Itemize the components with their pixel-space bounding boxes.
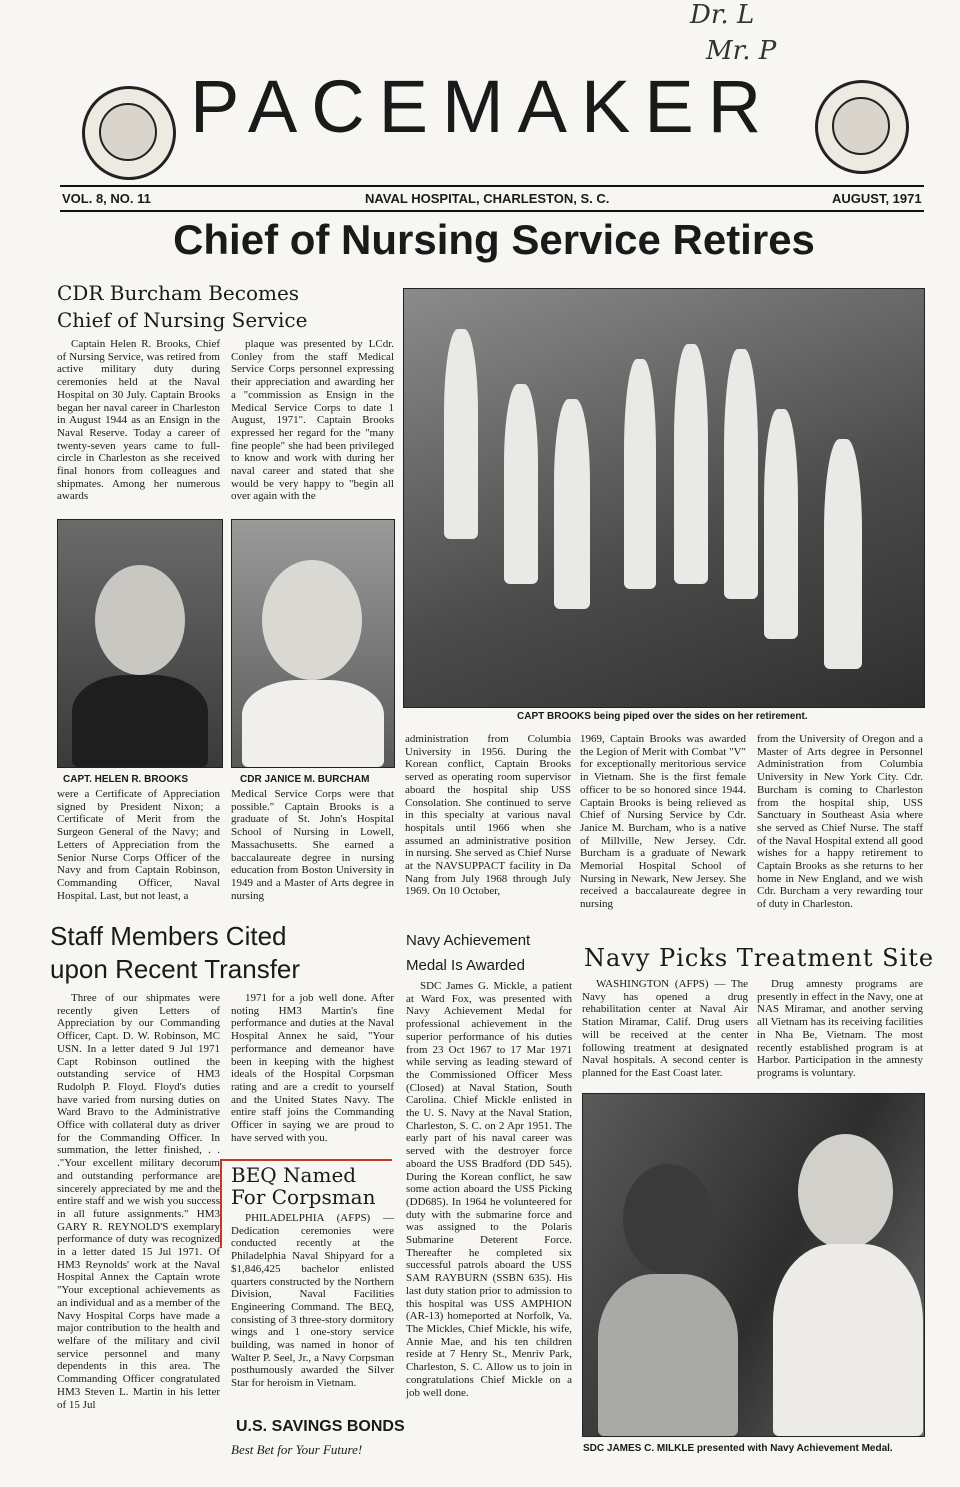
staff-column-2: 1971 for a job well done. After noting HM3 Martin's fine performance and duties at the Naval Hospital Annex he said, "Your performance and demeanor have been in keeping with the highest ideals of the Hospital Corpsman rating and are a credit to yourself and the United States Navy. The entire staff joins the Commanding Officer in saying we are proud to have served with you.: [231, 992, 394, 1144]
lead-column-5b: from the University of Oregon and a Master of Arts degree in Personnel Administration from Columbia University in New York City. Cdr. Burcham is coming to Charleston from the hospital ship, USS Sanctuary in Southeast Asia where she served as Chief Nurse. The staff of the Naval Hospital extend all good wishes for a happy retirement to Captain Brooks as she returns to her home in New England, and we wish Cdr. Burcham a very rewarding tour of duty in Charleston.: [757, 733, 923, 911]
achievement-headline-line-2: Medal Is Awarded: [406, 957, 525, 974]
volume-number: VOL. 8, NO. 11: [62, 191, 151, 206]
lead-column-2: plaque was presented by LCdr. Conley from the staff Medical Service Corps personnel expressing their appreciation and awarding her a "commission as Ensign in the Medical Service Corps to date 1 August, 1971". Captain Brooks expressed her regard for the "many fine people" she had been privileged to know and work with during her naval career and stated that she would be very happy to "begin all over again with the: [231, 338, 394, 503]
staff-headline: [50, 920, 390, 985]
achievement-body: SDC James G. Mickle, a patient at Ward Fox, was presented with Navy Achievement Medal for professional achievement in the superior performance of his duties from 23 Oct 1967 to 17 Mar 1971 while serving as leading steward of the Commissioned Officer Mess (Closed) at Naval Station, South Carolina. Chief Mickle enlisted in the U. S. Navy at the Naval Station, Charleston, S. C. on 2 Apr 1951. The early part of his naval career was served with the destroyer force aboard the USS Bradford (DD 545). During the Korean conflict, he saw some action aboard the USS Picking (DD685). In 1964 he volunteered for duty with the submarine force and was assigned to the Polaris Submarine Deterent Force. Thereafter he completed six successful patrols aboard the USS SAM RAYBURN (SSBN 635). His last duty station prior to admission to this hospital was USS AMPHION (AR-13) homeported at Norfolk, Va. The Mickles, Chief Mickle, his wife, Annie Mae, and his ten children reside at 7 Henry St., Menriv Park, Charleston, S. C. Allow us to join in congratulations Chief Mickle on a job well done.: [406, 980, 572, 1399]
burcham-caption: CDR JANICE M. BURCHAM: [240, 774, 370, 785]
bottom-rule: [60, 210, 924, 212]
treatment-column-2: Drug amnesty programs are presently in effect in the Navy, one at NAS Miramar, and another serving all Vietnam has its receiving facilities in Nha Be, Vietnam. The most recently established program is at Harbor. Participation in the amnesty programs is voluntary.: [757, 978, 923, 1079]
red-pencil-mark-vertical: [220, 1160, 222, 1248]
hospital-seal-icon: [815, 80, 909, 174]
lead-column-1: Captain Helen R. Brooks, Chief of Nursing Service, was retired from active military duty during ceremonies held at the Naval Hospital on 30 July. Captain Brooks began her naval career in Charleston in August 1944 as an Ensign in the Naval Reserve. Today a career of twenty-seven years came to full-circle in Charleston as she received final honors from colleagues and shipmates. Among her numerous awards: [57, 338, 220, 503]
lead-subhead: [57, 280, 397, 334]
beq-headline-line-2: For Corpsman: [231, 1185, 376, 1209]
achievement-headline-line-1: Navy Achievement: [406, 932, 531, 949]
ceremony-photo: [403, 288, 925, 708]
handwritten-note-1: Dr. L: [690, 0, 755, 30]
publisher-place: NAVAL HOSPITAL, CHARLESTON, S. C.: [365, 191, 610, 206]
issue-date: AUGUST, 1971: [832, 191, 922, 206]
lead-subhead-line-1: CDR Burcham Becomes: [57, 281, 300, 305]
masthead-title: PACEMAKER: [190, 65, 776, 148]
ceremony-caption: CAPT BROOKS being piped over the sides on her retirement.: [517, 711, 808, 722]
staff-headline-line-1: Staff Members Cited: [50, 921, 287, 951]
lead-column-2b: Medical Service Corps were that possible." Captain Brooks is a graduate of St. John's Hospital School of Nursing in Lowell, Massachusetts. She earned a baccalaureate degree in nursing education from Boston University in 1949 and a Master of Arts degree in nursing: [231, 788, 394, 902]
lead-column-1b: were a Certificate of Appreciation signed by President Nixon; a Certificate of Merit from the Surgeon General of the Navy; and Letters of Appreciation from the Senior Nurse Corps Officer of the Navy and from Captain Robinson, Commanding Officer, Naval Hospital. Last, but not least, a: [57, 788, 220, 902]
headline: Chief of Nursing Service Retires: [173, 216, 815, 263]
brooks-caption: CAPT. HELEN R. BROOKS: [63, 774, 189, 785]
navy-seal-icon: [82, 86, 176, 180]
medal-photo: [582, 1093, 925, 1437]
lead-column-3b: administration from Columbia University in 1956. During the Korean conflict, Captain Brooks served as operating room supervisor aboard the hospital ship USS Consolation. She continued to serve in this specialty at various naval hospitals until 1966 when she assumed an administrative position in nursing. She served as Chief Nurse at the NAVSUPPACT facility in Da Nang from July 1968 through July 1969. On 10 October,: [405, 733, 571, 898]
staff-headline-line-2: upon Recent Transfer: [50, 953, 301, 984]
beq-body: PHILADELPHIA (AFPS) — Dedication ceremonies were conducted recently at the Philadelphia Naval Shipyard for a $1,846,425 bachelor enlisted quarters constructed by the Northern Division, Naval Facilities Engineering Command. The BEQ, consisting of 3 three-story dormitory wings and 1 one-story service building, was named in honor of Walter P. Seel, Jr., a Navy Corpsman posthumously awarded the Silver Star for heroism in Vietnam.: [231, 1212, 394, 1390]
savings-bonds-title: U.S. SAVINGS BONDS: [236, 1418, 405, 1435]
lead-column-4b: 1969, Captain Brooks was awarded the Legion of Merit with Combat "V" for exceptionally meritorious service in Vietnam. She is the first female officer to be so honored since 1944. Captain Brooks is being relieved as Chief of Nursing Service by Cdr. Janice M. Burcham, who is a native of Millville, New Jersey. Cdr. Burcham is a graduate of Newark Memorial Hospital School of Nursing in Newark, New Jersey. She received a baccalaureate degree in nursing: [580, 733, 747, 911]
red-pencil-mark-horizontal: [220, 1159, 392, 1161]
beq-headline-line-1: BEQ Named: [231, 1163, 357, 1187]
lead-subhead-line-2: Chief of Nursing Service: [57, 308, 308, 332]
treatment-column-1: WASHINGTON (AFPS) — The Navy has opened a drug rehabilitation center at Naval Air Station Miramar, Calif. Drug users will be received at the center following treatment at designated Naval hospitals. A second center is planned for the East Coast later.: [582, 978, 748, 1079]
top-rule: [60, 185, 924, 187]
burcham-portrait: [231, 519, 395, 768]
achievement-headline: [406, 928, 572, 978]
brooks-portrait: [57, 519, 223, 768]
beq-headline: [231, 1164, 396, 1208]
staff-column-1: Three of our shipmates were recently given Letters of Appreciation by our Commanding Officer, Capt. D. W. Robinson, MC USN. In a letter dated 9 Jul 1971 Capt Robinson outlined the outstanding service of HM3 Rudolph P. Floyd. Floyd's duties have varied from nursing duties on Ward Bravo to the Administrative Office with collateral duty as driver for the Commanding Officer. In summation, the letter finished, . . ."Your excellent military decorum and outstanding performance are sincerely appreciated by me and the entire staff and we wish you success in all future assignments." HM3 GARY R. REYNOLD'S exemplary performance of duty was recognized in a letter dated 15 Jul 1971. Of HM3 Reynolds' work at the Naval Hospital Annex the Captain wrote "Your exceptional achievements as an individual and as a member of the Navy Hospital Corps have made a major contribution to the health and welfare of the military and civil service personnel and many dependents in this area. The Commanding Officer congratulated HM3 Steven L. Martin in his letter of 15 Jul: [57, 992, 220, 1411]
medal-caption: SDC JAMES C. MILKLE presented with Navy Achievement Medal.: [583, 1443, 893, 1454]
handwritten-note-2: Mr. P: [706, 36, 777, 66]
savings-bonds-tagline: Best Bet for Your Future!: [231, 1442, 363, 1457]
treatment-headline: Navy Picks Treatment Site: [584, 944, 935, 972]
